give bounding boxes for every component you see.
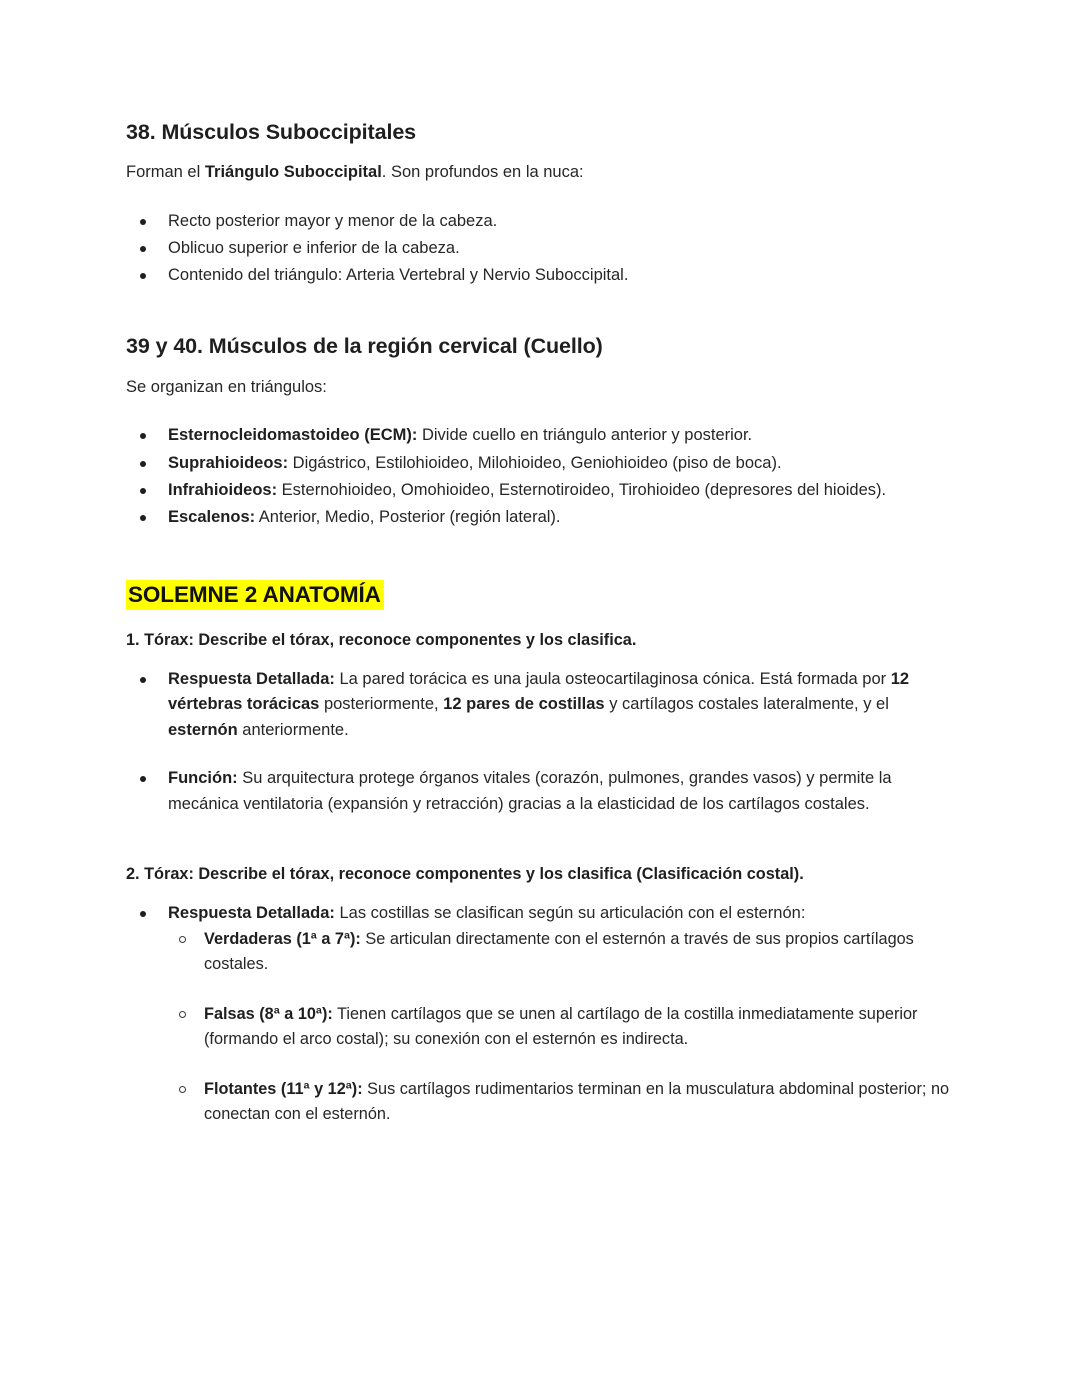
sub-list-item-text: Tienen cartílagos que se unen al cartílago de la costilla inmediatamente superior (formando el arco costal); su conexión con el esternón es indirecta. <box>204 1004 918 1049</box>
sub-list-item-text: Se articulan directamente con el esternón a través de sus propios cartílagos costales. <box>204 930 914 974</box>
list-item-emphasis-2: 12 pares de costillas <box>443 695 605 714</box>
list-item-text: Anterior, Medio, Posterior (región lateral). <box>255 507 561 526</box>
list-item-label: Respuesta Detallada: <box>168 903 335 922</box>
list-item-emphasis-3: esternón <box>168 721 238 740</box>
list-item-text-2: posteriormente, <box>319 695 444 714</box>
list-item-text: Recto posterior mayor y menor de la cabeza. <box>168 212 498 231</box>
list-item-text: Su arquitectura protege órganos vitales (corazón, pulmones, grandes vasos) y permite la mecánica ventilatoria (expansión y retracción) gracias a la elasticidad de los cartílagos costales. <box>168 768 892 813</box>
sub-list-item-label: Falsas (8ª a 10ª): <box>204 1004 333 1023</box>
list-item <box>126 766 962 817</box>
list-item-label: Infrahioideos: <box>168 480 278 499</box>
section-38-intro-suffix: . Son profundos en la nuca: <box>381 163 584 182</box>
sub-list-item-label: Verdaderas (1ª a 7ª): <box>204 930 361 949</box>
list-item-text-4: anteriormente. <box>237 721 349 740</box>
list-item-label: Función: <box>168 768 238 787</box>
question-1-answer-list <box>126 667 962 818</box>
sub-list-item-label: Flotantes (11ª y 12ª): <box>204 1079 363 1098</box>
section-39-40-intro: Se organizan en triángulos: <box>126 377 327 396</box>
list-item <box>126 209 962 234</box>
list-item <box>126 263 962 288</box>
list-item-label: Escalenos: <box>168 507 256 526</box>
list-item-text: Las costillas se clasifican según su articulación con el esternón: <box>334 903 806 922</box>
list-item <box>126 478 962 503</box>
list-item-text: Digástrico, Estilohioideo, Milohioideo, Geniohioideo (piso de boca). <box>288 453 782 472</box>
list-item-text: Divide cuello en triángulo anterior y posterior. <box>417 426 753 445</box>
list-item <box>126 236 962 261</box>
list-item-text: Esternohioideo, Omohioideo, Esternotiroideo, Tirohioideo (depresores del hioides). <box>277 480 887 499</box>
section-heading-38: 38. Músculos Suboccipitales <box>126 120 417 144</box>
list-item-label: Esternocleidomastoideo (ECM): <box>168 426 418 445</box>
section-39-40-bullet-list <box>126 423 962 529</box>
question-2-answer-list <box>126 901 962 1128</box>
list-item <box>126 451 962 476</box>
section-38-intro <box>126 160 962 185</box>
section-38-intro-bold: Triángulo Suboccipital <box>204 163 382 182</box>
list-item <box>126 901 962 1128</box>
list-item-text-3: y cartílagos costales lateralmente, y el <box>604 695 889 714</box>
list-item-text: Contenido del triángulo: Arteria Vertebral y Nervio Suboccipital. <box>168 266 629 285</box>
list-item-text: Oblicuo superior e inferior de la cabeza. <box>168 239 460 258</box>
list-item-label: Respuesta Detallada: <box>168 669 335 688</box>
solemne-heading <box>126 580 962 609</box>
list-item <box>126 667 962 744</box>
section-heading-39-40: 39 y 40. Músculos de la región cervical (Cuello) <box>126 334 603 359</box>
list-item <box>126 423 962 448</box>
list-item-text-1: La pared torácica es una jaula osteocartilaginosa cónica. Está formada por <box>334 669 891 688</box>
question-1-title: 1. Tórax: Describe el tórax, reconoce componentes y los clasifica. <box>126 631 637 650</box>
solemne-heading-highlight: SOLEMNE 2 ANATOMÍA <box>126 580 384 610</box>
list-item <box>126 505 962 530</box>
section-38-bullet-list <box>126 209 962 288</box>
question-2-classification-list <box>168 927 962 1128</box>
question-2-title: 2. Tórax: Describe el tórax, reconoce componentes y los clasifica (Clasificación costal). <box>126 865 804 884</box>
sub-list-item <box>168 927 962 978</box>
document-body <box>126 118 962 1128</box>
sub-list-item <box>168 1077 962 1128</box>
list-item-label: Suprahioideos: <box>168 453 289 472</box>
sub-list-item <box>168 1002 962 1053</box>
section-38-intro-prefix: Forman el <box>126 163 205 182</box>
list-item-emphasis-1: 12 vértebras torácicas <box>168 669 910 714</box>
sub-list-item-text: Sus cartílagos rudimentarios terminan en la musculatura abdominal posterior; no conectan con el esternón. <box>204 1079 950 1124</box>
